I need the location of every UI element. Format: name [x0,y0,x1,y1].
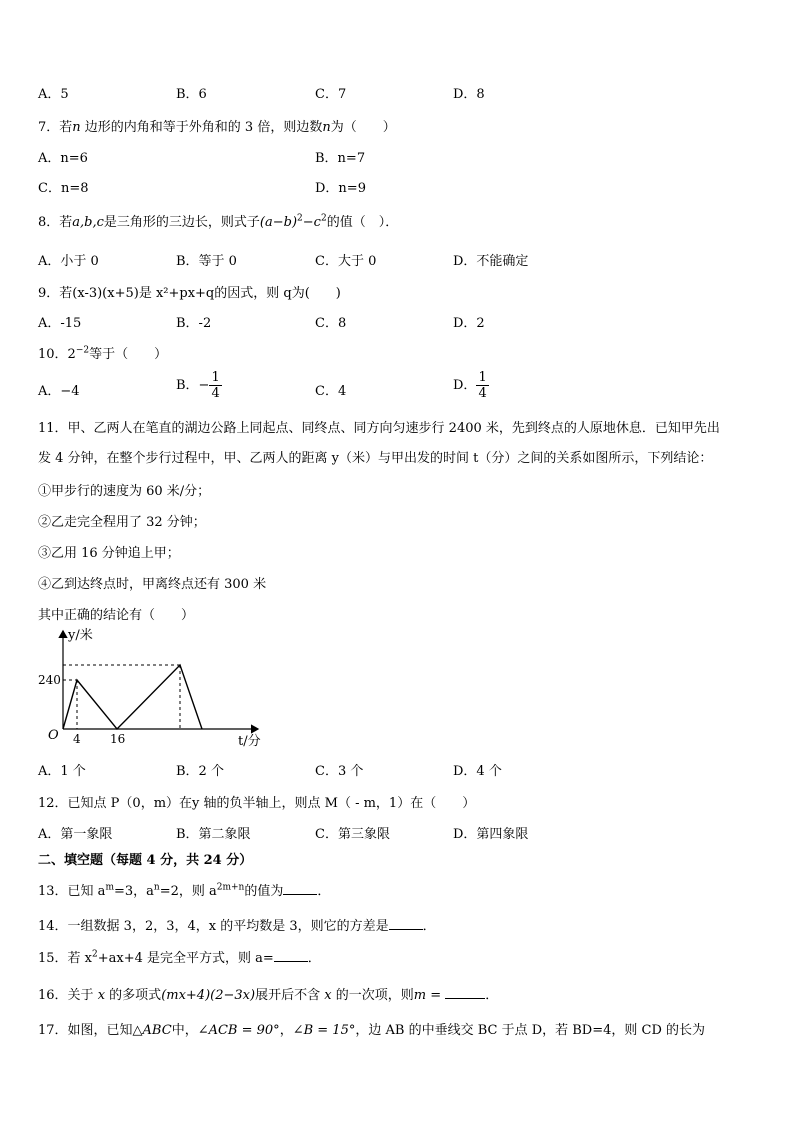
q10-stem: 10．$2^{-2}$等于（ ） [38,345,168,362]
q12-option-d: D．第四象限 [453,827,529,842]
q8-option-c: C．大于 0 [315,254,377,269]
q7-option-b: B．n=7 [315,151,366,166]
q9-stem: 9．若(x-3)(x+5)是 x²+px+q的因式，则 q为( ) [38,286,341,301]
q11-option-c: C．3 个 [315,764,364,779]
x-tick-16: 16 [110,732,126,746]
q10-option-a: A．−4 [38,384,80,399]
x-axis-label: t/分 [238,734,261,749]
q7-option-d: D．n=9 [315,181,366,196]
q9-option-b: B．-2 [176,316,212,331]
q8-stem: 8．若a,b,c是三角形的三边长，则式子$(a-b)^2-c^2$的值（ ）． [38,213,399,230]
distance-time-graph [30,625,280,753]
q6-option-b: B．6 [176,87,207,102]
origin-label: O [48,728,59,743]
q15-answer-blank[interactable] [274,949,308,962]
q12-stem: 12．已知点 P（0，m）在y 轴的负半轴上，则点 M（ - m，1）在（ ） [38,796,476,811]
q14-answer-blank[interactable] [389,917,423,930]
q10-option-b: B．− $\frac{1}{4}$ [176,370,220,401]
q17-stem: 17．如图，已知△ABC中，∠ACB = 90°，∠B = 15°，边 AB 的中垂线交 BC 于点 D，若 BD=4，则 CD 的长为 [38,1023,706,1038]
q11-option-a: A．1 个 [38,764,86,779]
q13-answer-blank[interactable] [283,882,317,895]
q11-conclusion-1: ①甲步行的速度为 60 米/分； [38,484,211,499]
q11-question: 其中正确的结论有（ ） [38,608,195,623]
q8-option-a: A．小于 0 [38,254,99,269]
q11-conclusion-4: ④乙到达终点时，甲离终点还有 300 米 [38,577,267,592]
q7-option-c: C．n=8 [38,181,89,196]
q12-option-a: A．第一象限 [38,827,113,842]
q11-stem-line2: 发 4 分钟，在整个步行过程中，甲、乙两人的距离 y（米）与甲出发的时间 t（分）之间的关系如图所示，下列结论： [38,451,713,466]
q14-stem: 14．一组数据 3，2，3，4，x 的平均数是 3，则它的方差是 ． [38,919,436,934]
x-tick-4: 4 [73,732,81,746]
q7-stem: 7．若n 边形的内角和等于外角和的 3 倍，则边数n为（ ） [38,120,396,135]
y-tick-240: 240 [38,673,61,687]
q10-option-d: D． $\frac{1}{4}$ [453,370,487,401]
q11-conclusion-2: ②乙走完全程用了 32 分钟； [38,515,206,530]
q15-stem: 15．若 $x^2+ax+4$ 是完全平方式，则 a= ． [38,949,321,966]
q13-stem: 13．已知 $a^m=3$，$a^n=2$，则 $a^{2m+n}$的值为 ． [38,882,331,899]
q6-option-a: A．5 [38,87,69,102]
q9-option-a: A．-15 [38,316,82,331]
q8-option-b: B．等于 0 [176,254,237,269]
q11-stem-line1: 11．甲、乙两人在笔直的湖边公路上同起点、同终点、同方向匀速步行 2400 米，先到终点的人原地休息．已知甲先出 [38,421,720,436]
y-axis-label: y/米 [68,628,93,643]
q9-option-c: C．8 [315,316,347,331]
q6-option-c: C．7 [315,87,347,102]
q8-option-d: D．不能确定 [453,254,529,269]
q11-option-b: B．2 个 [176,764,224,779]
q11-conclusion-3: ③乙用 16 分钟追上甲； [38,546,180,561]
q7-option-a: A．n=6 [38,151,88,166]
q6-option-d: D．8 [453,87,485,102]
q16-stem: 16．关于 x 的多项式(mx+4)(2−3x)展开后不含 x 的一次项，则m = ． [38,988,499,1003]
q11-option-d: D．4 个 [453,764,502,779]
section-heading-fill-in: 二、填空题（每题 4 分，共 24 分） [38,853,253,868]
q9-option-d: D．2 [453,316,485,331]
q16-answer-blank[interactable] [445,986,485,999]
q10-option-c: C．4 [315,384,347,399]
distance-polyline [63,665,202,729]
q12-option-b: B．第二象限 [176,827,251,842]
q12-option-c: C．第三象限 [315,827,390,842]
